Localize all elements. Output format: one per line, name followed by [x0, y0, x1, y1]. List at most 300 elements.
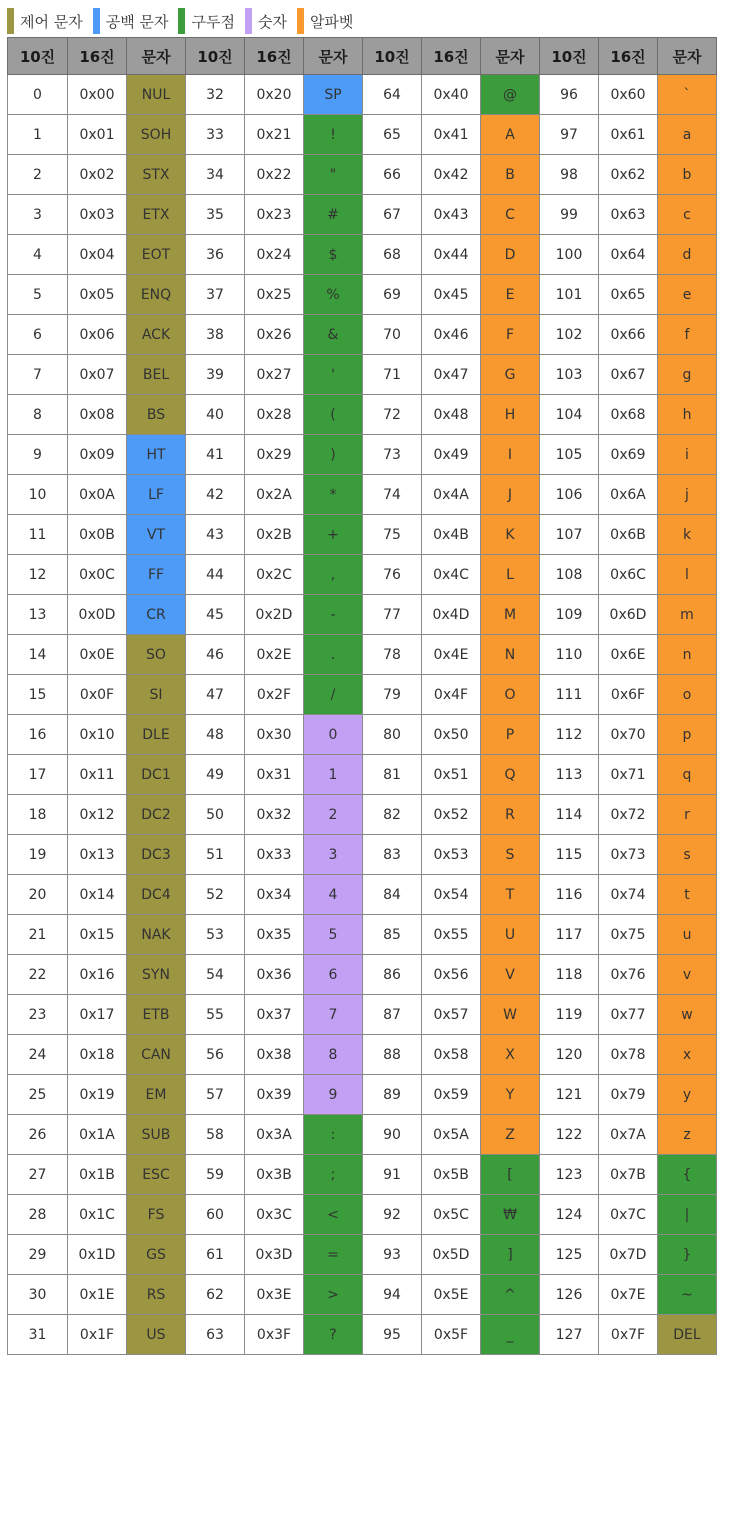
- decimal-cell: 96: [540, 75, 599, 115]
- table-row: [8, 1235, 717, 1275]
- decimal-cell: 13: [8, 595, 68, 635]
- hex-cell: 0x1B: [68, 1155, 127, 1195]
- char-cell: %: [304, 275, 363, 315]
- char-cell: P: [481, 715, 540, 755]
- char-cell: H: [481, 395, 540, 435]
- char-cell: f: [658, 315, 717, 355]
- decimal-cell: 43: [186, 515, 245, 555]
- char-cell: DC2: [127, 795, 186, 835]
- table-row: [8, 395, 717, 435]
- decimal-cell: 123: [540, 1155, 599, 1195]
- hex-cell: 0x5B: [422, 1155, 481, 1195]
- legend-swatch: [93, 8, 100, 34]
- decimal-cell: 12: [8, 555, 68, 595]
- hex-cell: 0x2E: [245, 635, 304, 675]
- hex-cell: 0x65: [599, 275, 658, 315]
- char-cell: =: [304, 1235, 363, 1275]
- hex-cell: 0x07: [68, 355, 127, 395]
- hex-cell: 0x45: [422, 275, 481, 315]
- decimal-cell: 94: [363, 1275, 422, 1315]
- decimal-cell: 27: [8, 1155, 68, 1195]
- hex-cell: 0x10: [68, 715, 127, 755]
- decimal-cell: 38: [186, 315, 245, 355]
- char-cell: CAN: [127, 1035, 186, 1075]
- char-cell: EM: [127, 1075, 186, 1115]
- decimal-cell: 4: [8, 235, 68, 275]
- decimal-cell: 79: [363, 675, 422, 715]
- table-row: [8, 835, 717, 875]
- hex-cell: 0x3A: [245, 1115, 304, 1155]
- hex-cell: 0x14: [68, 875, 127, 915]
- hex-cell: 0x01: [68, 115, 127, 155]
- table-row: [8, 1275, 717, 1315]
- table-row: [8, 1035, 717, 1075]
- char-cell: e: [658, 275, 717, 315]
- hex-cell: 0x06: [68, 315, 127, 355]
- char-cell: DC3: [127, 835, 186, 875]
- table-row: [8, 115, 717, 155]
- hex-cell: 0x70: [599, 715, 658, 755]
- decimal-cell: 55: [186, 995, 245, 1035]
- decimal-cell: 62: [186, 1275, 245, 1315]
- char-cell: ~: [658, 1275, 717, 1315]
- hex-cell: 0x7C: [599, 1195, 658, 1235]
- hex-cell: 0x2A: [245, 475, 304, 515]
- char-cell: ): [304, 435, 363, 475]
- table-row: [8, 595, 717, 635]
- char-cell: [: [481, 1155, 540, 1195]
- char-cell: Z: [481, 1115, 540, 1155]
- decimal-cell: 112: [540, 715, 599, 755]
- table-row: [8, 155, 717, 195]
- decimal-cell: 49: [186, 755, 245, 795]
- decimal-cell: 116: [540, 875, 599, 915]
- hex-cell: 0x7B: [599, 1155, 658, 1195]
- decimal-cell: 63: [186, 1315, 245, 1355]
- column-header: 16진: [245, 38, 304, 75]
- decimal-cell: 3: [8, 195, 68, 235]
- hex-cell: 0x51: [422, 755, 481, 795]
- decimal-cell: 23: [8, 995, 68, 1035]
- column-header: 16진: [599, 38, 658, 75]
- char-cell: M: [481, 595, 540, 635]
- table-row: [8, 755, 717, 795]
- char-cell: I: [481, 435, 540, 475]
- table-row: [8, 715, 717, 755]
- hex-cell: 0x7F: [599, 1315, 658, 1355]
- table-row: [8, 875, 717, 915]
- char-cell: l: [658, 555, 717, 595]
- column-header: 문자: [127, 38, 186, 75]
- hex-cell: 0x75: [599, 915, 658, 955]
- char-cell: F: [481, 315, 540, 355]
- decimal-cell: 108: [540, 555, 599, 595]
- char-cell: FS: [127, 1195, 186, 1235]
- hex-cell: 0x61: [599, 115, 658, 155]
- decimal-cell: 5: [8, 275, 68, 315]
- char-cell: 4: [304, 875, 363, 915]
- hex-cell: 0x29: [245, 435, 304, 475]
- decimal-cell: 82: [363, 795, 422, 835]
- decimal-cell: 99: [540, 195, 599, 235]
- char-cell: BS: [127, 395, 186, 435]
- decimal-cell: 104: [540, 395, 599, 435]
- hex-cell: 0x00: [68, 75, 127, 115]
- char-cell: SP: [304, 75, 363, 115]
- hex-cell: 0x7E: [599, 1275, 658, 1315]
- decimal-cell: 87: [363, 995, 422, 1035]
- table-row: [8, 1155, 717, 1195]
- decimal-cell: 18: [8, 795, 68, 835]
- char-cell: ,: [304, 555, 363, 595]
- decimal-cell: 42: [186, 475, 245, 515]
- decimal-cell: 127: [540, 1315, 599, 1355]
- char-cell: N: [481, 635, 540, 675]
- decimal-cell: 8: [8, 395, 68, 435]
- hex-cell: 0x71: [599, 755, 658, 795]
- char-cell: (: [304, 395, 363, 435]
- char-cell: G: [481, 355, 540, 395]
- decimal-cell: 37: [186, 275, 245, 315]
- char-cell: E: [481, 275, 540, 315]
- hex-cell: 0x74: [599, 875, 658, 915]
- char-cell: Q: [481, 755, 540, 795]
- hex-cell: 0x72: [599, 795, 658, 835]
- char-cell: 5: [304, 915, 363, 955]
- decimal-cell: 26: [8, 1115, 68, 1155]
- hex-cell: 0x6D: [599, 595, 658, 635]
- char-cell: 9: [304, 1075, 363, 1115]
- decimal-cell: 40: [186, 395, 245, 435]
- hex-cell: 0x1E: [68, 1275, 127, 1315]
- char-cell: HT: [127, 435, 186, 475]
- char-cell: r: [658, 795, 717, 835]
- legend-swatch: [7, 8, 14, 34]
- table-row: [8, 635, 717, 675]
- hex-cell: 0x25: [245, 275, 304, 315]
- decimal-cell: 56: [186, 1035, 245, 1075]
- hex-cell: 0x77: [599, 995, 658, 1035]
- decimal-cell: 110: [540, 635, 599, 675]
- decimal-cell: 124: [540, 1195, 599, 1235]
- char-cell: s: [658, 835, 717, 875]
- char-cell: a: [658, 115, 717, 155]
- char-cell: v: [658, 955, 717, 995]
- decimal-cell: 1: [8, 115, 68, 155]
- decimal-cell: 103: [540, 355, 599, 395]
- hex-cell: 0x3B: [245, 1155, 304, 1195]
- char-cell: g: [658, 355, 717, 395]
- hex-cell: 0x35: [245, 915, 304, 955]
- hex-cell: 0x63: [599, 195, 658, 235]
- char-cell: DLE: [127, 715, 186, 755]
- decimal-cell: 114: [540, 795, 599, 835]
- decimal-cell: 20: [8, 875, 68, 915]
- decimal-cell: 17: [8, 755, 68, 795]
- decimal-cell: 74: [363, 475, 422, 515]
- hex-cell: 0x27: [245, 355, 304, 395]
- hex-cell: 0x58: [422, 1035, 481, 1075]
- hex-cell: 0x60: [599, 75, 658, 115]
- char-cell: b: [658, 155, 717, 195]
- char-cell: n: [658, 635, 717, 675]
- decimal-cell: 102: [540, 315, 599, 355]
- decimal-cell: 119: [540, 995, 599, 1035]
- decimal-cell: 6: [8, 315, 68, 355]
- char-cell: 1: [304, 755, 363, 795]
- hex-cell: 0x0E: [68, 635, 127, 675]
- char-cell: :: [304, 1115, 363, 1155]
- decimal-cell: 15: [8, 675, 68, 715]
- char-cell: RS: [127, 1275, 186, 1315]
- column-header: 16진: [422, 38, 481, 75]
- decimal-cell: 45: [186, 595, 245, 635]
- char-cell: @: [481, 75, 540, 115]
- decimal-cell: 52: [186, 875, 245, 915]
- hex-cell: 0x4A: [422, 475, 481, 515]
- char-cell: ;: [304, 1155, 363, 1195]
- legend-label: 제어 문자: [20, 12, 83, 31]
- char-cell: ^: [481, 1275, 540, 1315]
- table-row: [8, 1315, 717, 1355]
- hex-cell: 0x33: [245, 835, 304, 875]
- char-cell: DEL: [658, 1315, 717, 1355]
- char-cell: STX: [127, 155, 186, 195]
- char-cell: }: [658, 1235, 717, 1275]
- hex-cell: 0x30: [245, 715, 304, 755]
- char-cell: J: [481, 475, 540, 515]
- char-cell: W: [481, 995, 540, 1035]
- hex-cell: 0x6A: [599, 475, 658, 515]
- char-cell: X: [481, 1035, 540, 1075]
- decimal-cell: 111: [540, 675, 599, 715]
- decimal-cell: 117: [540, 915, 599, 955]
- hex-cell: 0x39: [245, 1075, 304, 1115]
- char-cell: 3: [304, 835, 363, 875]
- char-cell: L: [481, 555, 540, 595]
- char-cell: NUL: [127, 75, 186, 115]
- char-cell: `: [658, 75, 717, 115]
- legend-item: [93, 8, 169, 34]
- char-cell: q: [658, 755, 717, 795]
- hex-cell: 0x03: [68, 195, 127, 235]
- hex-cell: 0x46: [422, 315, 481, 355]
- hex-cell: 0x48: [422, 395, 481, 435]
- column-header: 16진: [68, 38, 127, 75]
- char-cell: z: [658, 1115, 717, 1155]
- legend-item: [178, 8, 234, 34]
- hex-cell: 0x05: [68, 275, 127, 315]
- decimal-cell: 59: [186, 1155, 245, 1195]
- table-row: [8, 1075, 717, 1115]
- column-header: 10진: [186, 38, 245, 75]
- char-cell: BEL: [127, 355, 186, 395]
- hex-cell: 0x79: [599, 1075, 658, 1115]
- hex-cell: 0x40: [422, 75, 481, 115]
- decimal-cell: 91: [363, 1155, 422, 1195]
- decimal-cell: 70: [363, 315, 422, 355]
- char-cell: {: [658, 1155, 717, 1195]
- hex-cell: 0x2B: [245, 515, 304, 555]
- hex-cell: 0x22: [245, 155, 304, 195]
- hex-cell: 0x47: [422, 355, 481, 395]
- hex-cell: 0x19: [68, 1075, 127, 1115]
- decimal-cell: 33: [186, 115, 245, 155]
- char-cell: A: [481, 115, 540, 155]
- legend-swatch: [297, 8, 304, 34]
- decimal-cell: 76: [363, 555, 422, 595]
- hex-cell: 0x67: [599, 355, 658, 395]
- char-cell: |: [658, 1195, 717, 1235]
- char-cell: ': [304, 355, 363, 395]
- char-cell: t: [658, 875, 717, 915]
- char-cell: O: [481, 675, 540, 715]
- hex-cell: 0x3E: [245, 1275, 304, 1315]
- char-cell: SI: [127, 675, 186, 715]
- decimal-cell: 39: [186, 355, 245, 395]
- hex-cell: 0x5F: [422, 1315, 481, 1355]
- hex-cell: 0x6E: [599, 635, 658, 675]
- char-cell: o: [658, 675, 717, 715]
- hex-cell: 0x44: [422, 235, 481, 275]
- hex-cell: 0x08: [68, 395, 127, 435]
- hex-cell: 0x53: [422, 835, 481, 875]
- decimal-cell: 47: [186, 675, 245, 715]
- hex-cell: 0x0D: [68, 595, 127, 635]
- hex-cell: 0x18: [68, 1035, 127, 1075]
- decimal-cell: 25: [8, 1075, 68, 1115]
- decimal-cell: 72: [363, 395, 422, 435]
- table-row: [8, 235, 717, 275]
- char-cell: US: [127, 1315, 186, 1355]
- decimal-cell: 83: [363, 835, 422, 875]
- hex-cell: 0x3D: [245, 1235, 304, 1275]
- decimal-cell: 71: [363, 355, 422, 395]
- decimal-cell: 95: [363, 1315, 422, 1355]
- decimal-cell: 58: [186, 1115, 245, 1155]
- hex-cell: 0x7D: [599, 1235, 658, 1275]
- char-cell: <: [304, 1195, 363, 1235]
- hex-cell: 0x41: [422, 115, 481, 155]
- table-row: [8, 675, 717, 715]
- decimal-cell: 113: [540, 755, 599, 795]
- char-cell: NAK: [127, 915, 186, 955]
- legend-item: [297, 8, 353, 34]
- decimal-cell: 30: [8, 1275, 68, 1315]
- decimal-cell: 90: [363, 1115, 422, 1155]
- char-cell: B: [481, 155, 540, 195]
- hex-cell: 0x0B: [68, 515, 127, 555]
- decimal-cell: 51: [186, 835, 245, 875]
- hex-cell: 0x38: [245, 1035, 304, 1075]
- decimal-cell: 54: [186, 955, 245, 995]
- decimal-cell: 60: [186, 1195, 245, 1235]
- decimal-cell: 2: [8, 155, 68, 195]
- table-row: [8, 75, 717, 115]
- char-cell: 6: [304, 955, 363, 995]
- decimal-cell: 29: [8, 1235, 68, 1275]
- char-cell: K: [481, 515, 540, 555]
- decimal-cell: 84: [363, 875, 422, 915]
- char-cell: SO: [127, 635, 186, 675]
- char-cell: ETX: [127, 195, 186, 235]
- char-cell: EOT: [127, 235, 186, 275]
- decimal-cell: 34: [186, 155, 245, 195]
- hex-cell: 0x4F: [422, 675, 481, 715]
- table-row: [8, 1195, 717, 1235]
- hex-cell: 0x4C: [422, 555, 481, 595]
- decimal-cell: 122: [540, 1115, 599, 1155]
- hex-cell: 0x17: [68, 995, 127, 1035]
- char-cell: i: [658, 435, 717, 475]
- decimal-cell: 0: [8, 75, 68, 115]
- column-header: 문자: [481, 38, 540, 75]
- ascii-code-table: [7, 37, 717, 1355]
- hex-cell: 0x78: [599, 1035, 658, 1075]
- char-cell: h: [658, 395, 717, 435]
- char-cell: DC1: [127, 755, 186, 795]
- decimal-cell: 46: [186, 635, 245, 675]
- decimal-cell: 93: [363, 1235, 422, 1275]
- hex-cell: 0x66: [599, 315, 658, 355]
- hex-cell: 0x0A: [68, 475, 127, 515]
- decimal-cell: 48: [186, 715, 245, 755]
- legend-item: [7, 8, 83, 34]
- char-cell: GS: [127, 1235, 186, 1275]
- hex-cell: 0x6F: [599, 675, 658, 715]
- char-cell: SUB: [127, 1115, 186, 1155]
- decimal-cell: 85: [363, 915, 422, 955]
- char-cell: D: [481, 235, 540, 275]
- hex-cell: 0x5A: [422, 1115, 481, 1155]
- char-cell: T: [481, 875, 540, 915]
- hex-cell: 0x1A: [68, 1115, 127, 1155]
- char-cell: -: [304, 595, 363, 635]
- table-row: [8, 275, 717, 315]
- hex-cell: 0x12: [68, 795, 127, 835]
- hex-cell: 0x20: [245, 75, 304, 115]
- decimal-cell: 78: [363, 635, 422, 675]
- decimal-cell: 88: [363, 1035, 422, 1075]
- hex-cell: 0x04: [68, 235, 127, 275]
- hex-cell: 0x59: [422, 1075, 481, 1115]
- char-cell: *: [304, 475, 363, 515]
- hex-cell: 0x57: [422, 995, 481, 1035]
- char-cell: V: [481, 955, 540, 995]
- char-cell: u: [658, 915, 717, 955]
- hex-cell: 0x1C: [68, 1195, 127, 1235]
- char-cell: !: [304, 115, 363, 155]
- hex-cell: 0x4B: [422, 515, 481, 555]
- char-cell: C: [481, 195, 540, 235]
- hex-cell: 0x32: [245, 795, 304, 835]
- decimal-cell: 10: [8, 475, 68, 515]
- decimal-cell: 120: [540, 1035, 599, 1075]
- char-cell: R: [481, 795, 540, 835]
- table-header-row: [8, 38, 717, 75]
- char-cell: ENQ: [127, 275, 186, 315]
- hex-cell: 0x54: [422, 875, 481, 915]
- char-cell: /: [304, 675, 363, 715]
- char-cell: ACK: [127, 315, 186, 355]
- hex-cell: 0x64: [599, 235, 658, 275]
- char-cell: .: [304, 635, 363, 675]
- decimal-cell: 69: [363, 275, 422, 315]
- decimal-cell: 126: [540, 1275, 599, 1315]
- legend-swatch: [245, 8, 252, 34]
- decimal-cell: 92: [363, 1195, 422, 1235]
- hex-cell: 0x31: [245, 755, 304, 795]
